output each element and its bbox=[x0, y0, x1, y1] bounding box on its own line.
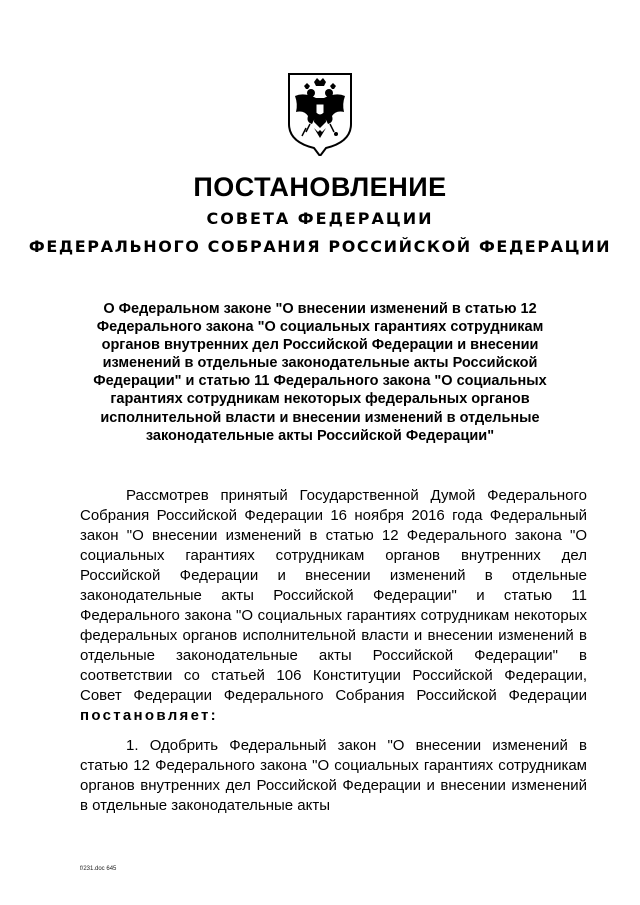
document-subject: О Федеральном законе "О внесении изменений в статью 12 Федерального закона "О социальных гарантиях сотрудникам органов внутренних дел Российской Федерации и внесении изменений в отдельные законодательные акты Российской Федерации" и статью 11 Федерального закона "О социальных гарантиях сотрудникам некоторых федеральных органов исполнительной власти и внесении изменений в отдельные законодательные акты Российской Федерации" bbox=[93, 301, 547, 444]
issuer-line-1: СОВЕТА ФЕДЕРАЦИИ bbox=[206, 209, 434, 228]
preamble-paragraph bbox=[80, 486, 587, 726]
issuer-line-2: ФЕДЕРАЛЬНОГО СОБРАНИЯ РОССИЙСКОЙ ФЕДЕРАЦИИ bbox=[28, 237, 612, 256]
clause-1-paragraph: 1. Одобрить Федеральный закон "О внесении изменений в статью 12 Федерального закона "О социальных гарантиях сотрудникам органов внутренних дел Российской Федерации и внесении изменений в отдельные законодательные акты bbox=[80, 737, 587, 814]
decree-word: постановляет: bbox=[80, 707, 218, 724]
coat-of-arms-icon bbox=[286, 72, 354, 156]
document-title: ПОСТАНОВЛЕНИЕ bbox=[193, 172, 447, 202]
file-reference: f/231.doc 645 bbox=[80, 866, 117, 872]
preamble-text: Рассмотрев принятый Государственной Думой Федерального Собрания Российской Федерации 16 ноября 2016 года Федеральный закон "О внесении изменений в статью 12 Федерального закона "О социальных гарантиях сотрудникам органов внутренних дел Российской Федерации и внесении изменений в отдельные законодательные акты Российской Федерации" и статью 11 Федерального закона "О социальных гарантиях сотрудникам некоторых федеральных органов исполнительной власти и внесении изменений в отдельные законодательные акты Российской Федерации" в соответствии со статьей 106 Конституции Российской Федерации, Совет Федерации Федерального Собрания Российской Федерации bbox=[80, 487, 587, 704]
